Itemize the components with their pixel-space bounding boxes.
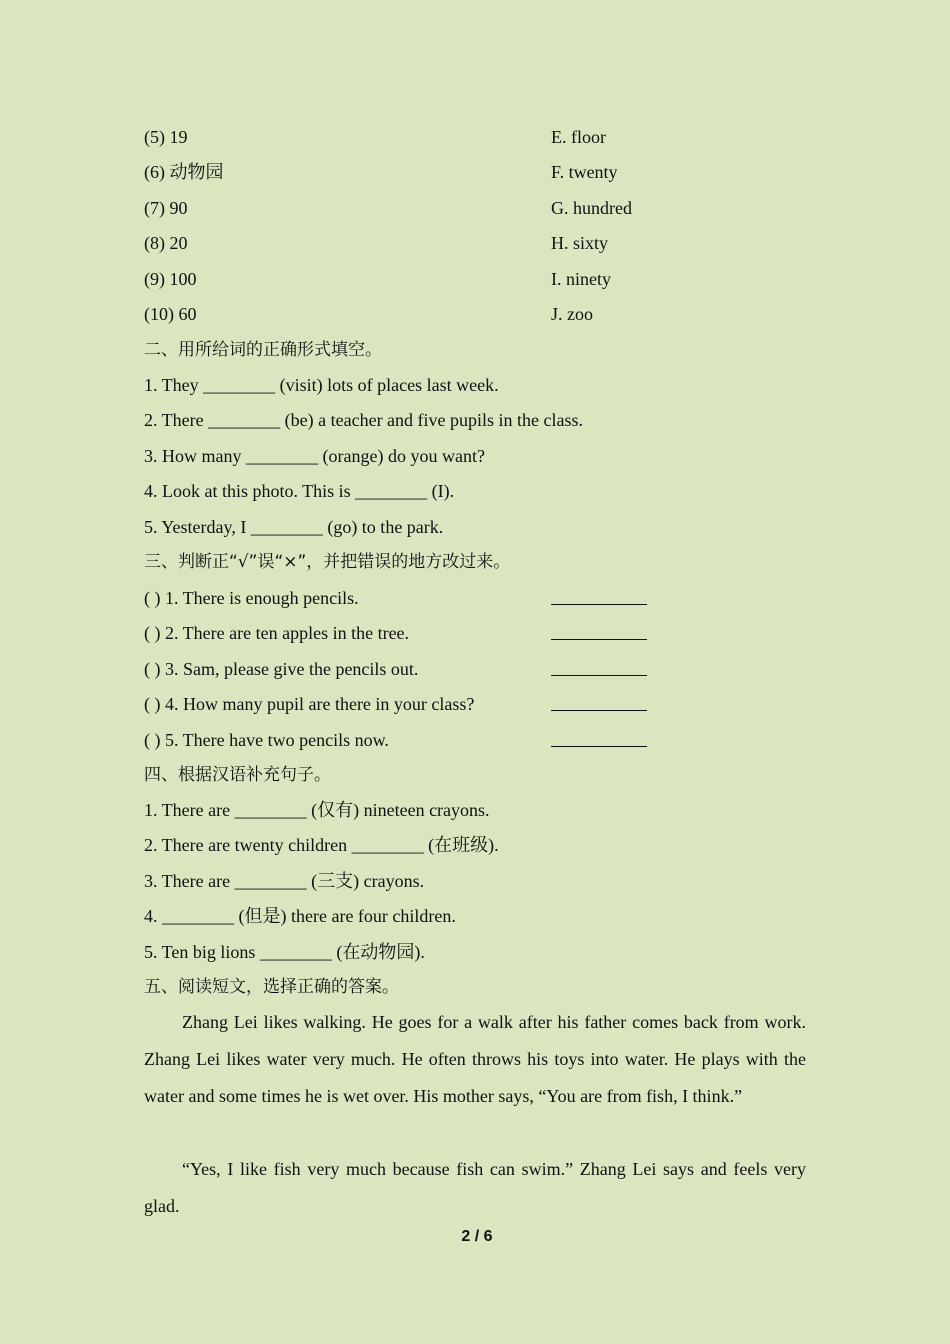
match-left-5: (5) 19 [144,127,188,147]
match-right-j: J. zoo [551,304,593,324]
correction-blank-3 [551,657,647,682]
match-right-h: H. sixty [551,233,609,253]
section3-item-3: ( ) 3. Sam, please give the pencils out. [144,659,419,679]
section5-title: 五、阅读短文，选择正确的答案。 [144,977,399,997]
section3-item-2: ( ) 2. There are ten apples in the tree. [144,623,410,643]
section2-item-5: 5. Yesterday, I ________ (go) to the park. [144,517,444,537]
section4-item-4: 4. ________ (但是) there are four children. [144,906,456,926]
match-right-i: I. ninety [551,269,611,289]
match-left-6: (6) 动物园 [144,162,224,182]
section3-title: 三、判断正“√”误“×”，并把错误的地方改过来。 [144,552,511,572]
section2-item-3: 3. How many ________ (orange) do you want? [144,446,485,466]
reading-paragraph-2: “Yes, I like fish very much because fish can swim.” Zhang Lei says and feels very glad. [144,1159,806,1216]
reading-paragraph-1: Zhang Lei likes walking. He goes for a walk after his father comes back from work. Zhang Lei likes water very much. He often throws his toys into water. He plays with the water and some times he is wet over. His mother says, “You are from fish, I think.” [144,1012,806,1106]
match-right-f: F. twenty [551,162,618,182]
match-left-9: (9) 100 [144,269,197,289]
section4-item-1: 1. There are ________ (仅有) nineteen crayons. [144,800,490,820]
match-left-7: (7) 90 [144,198,188,218]
section2-item-4: 4. Look at this photo. This is ________ (I). [144,481,455,501]
section2-item-1: 1. They ________ (visit) lots of places last week. [144,375,499,395]
match-left-8: (8) 20 [144,233,188,253]
section4-item-5: 5. Ten big lions ________ (在动物园). [144,942,425,962]
section2-title: 二、用所给词的正确形式填空。 [144,340,382,360]
match-left-10: (10) 60 [144,304,197,324]
section3-item-1: ( ) 1. There is enough pencils. [144,588,359,608]
section3-item-4: ( ) 4. How many pupil are there in your class? [144,694,475,714]
section2-item-2: 2. There ________ (be) a teacher and five pupils in the class. [144,410,584,430]
section4-item-3: 3. There are ________ (三支) crayons. [144,871,425,891]
page-number: 2 / 6 [461,1228,493,1245]
section3-item-5: ( ) 5. There have two pencils now. [144,730,389,750]
section4-title: 四、根据汉语补充句子。 [144,765,331,785]
section4-item-2: 2. There are twenty children ________ (在班级). [144,835,499,855]
correction-blank-1 [551,586,647,611]
correction-blank-2 [551,621,647,646]
correction-blank-5 [551,728,647,753]
match-right-g: G. hundred [551,198,632,218]
match-right-e: E. floor [551,127,606,147]
correction-blank-4 [551,692,647,717]
